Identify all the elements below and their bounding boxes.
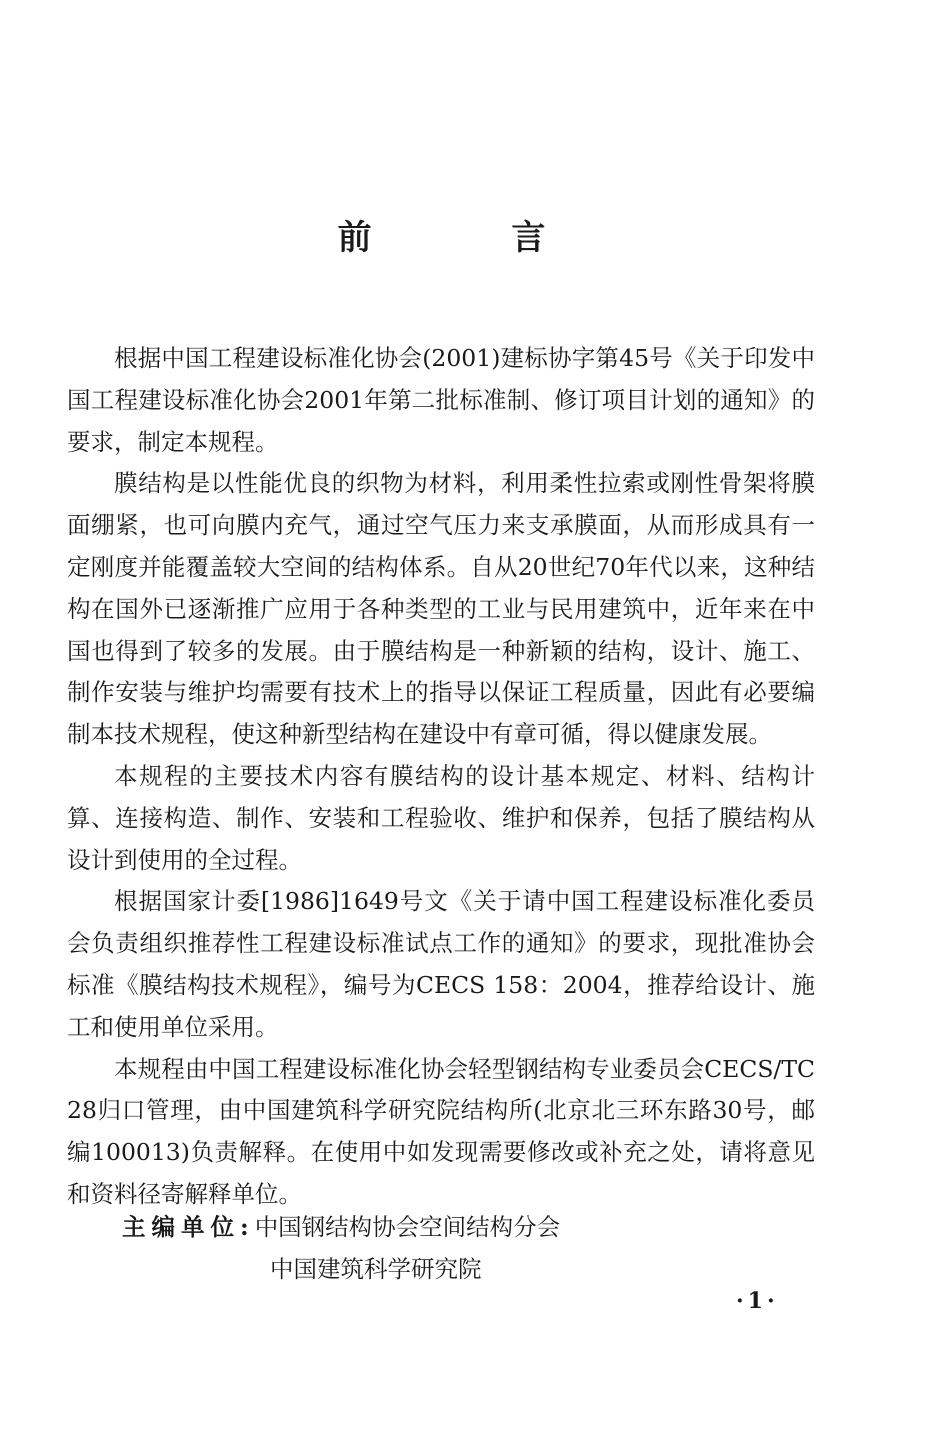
preface-body [67, 338, 815, 1216]
editor-unit-row-1 [122, 1206, 560, 1248]
editor-units [122, 1206, 560, 1290]
page-title: 前 言 [337, 218, 610, 258]
editor-unit-row-2 [122, 1248, 560, 1290]
editor-unit-2: 中国建筑科学研究院 [270, 1255, 482, 1283]
page-number: ·1· [736, 1288, 779, 1314]
editor-unit-1: 中国钢结构协会空间结构分会 [254, 1213, 561, 1241]
paragraph-2: 膜结构是以性能优良的织物为材料，利用柔性拉索或刚性骨架将膜面绷紧，也可向膜内充气，通过空气压力来支承膜面，从而形成具有一定刚度并能覆盖较大空间的结构体系。自从20世纪70年代以来，这种结构在国外已逐渐推广应用于各种类型的工业与民用建筑中，近年来在中国也得到了较多的发展。由于膜结构是一种新颖的结构，设计、施工、制作安装与维护均需要有技术上的指导以保证工程质量，因此有必要编制本技术规程，使这种新型结构在建设中有章可循，得以健康发展。 [67, 469, 815, 749]
paragraph-5: 本规程由中国工程建设标准化协会轻型钢结构专业委员会CECS/TC 28归口管理，由中国建筑科学研究院结构所(北京北三环东路30号，邮编100013)负责解释。在使用中如发现需要修改或补充之处，请将意见和资料径寄解释单位。 [67, 1054, 815, 1208]
paragraph-1: 根据中国工程建设标准化协会(2001)建标协字第45号《关于印发中国工程建设标准化协会2001年第二批标准制、修订项目计划的通知》的要求，制定本规程。 [67, 344, 815, 456]
paragraph-4: 根据国家计委[1986]1649号文《关于请中国工程建设标准化委员会负责组织推荐性工程建设标准试点工作的通知》的要求，现批准协会标准《膜结构技术规程》，编号为CECS 158：2004，推荐给设计、施工和使用单位采用。 [67, 887, 815, 1041]
editor-units-label: 主编单位: [122, 1213, 255, 1241]
paragraph-3: 本规程的主要技术内容有膜结构的设计基本规定、材料、结构计算、连接构造、制作、安装和工程验收、维护和保养，包括了膜结构从设计到使用的全过程。 [67, 761, 815, 874]
